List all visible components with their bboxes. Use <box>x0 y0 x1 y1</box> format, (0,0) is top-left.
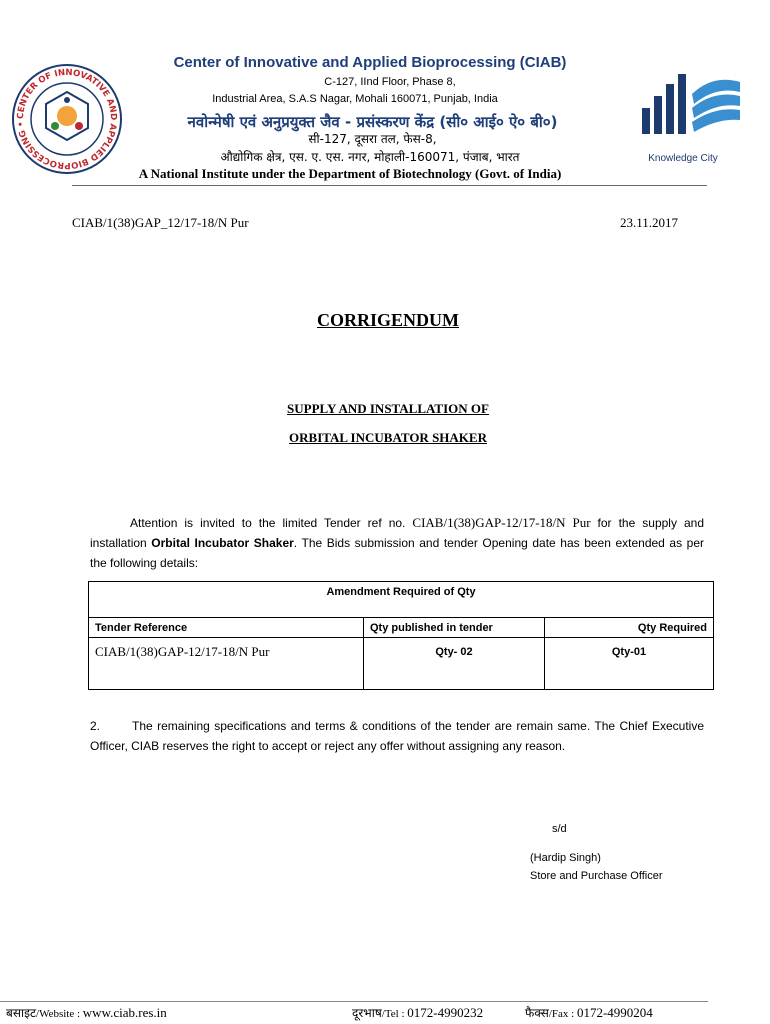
org-name-english: Center of Innovative and Applied Bioprocessing (CIAB) <box>173 54 567 71</box>
knowledge-city-caption: Knowledge City <box>648 153 718 164</box>
subject-line1: SUPPLY AND INSTALLATION OF <box>287 401 489 416</box>
reference-number: CIAB/1(38)GAP_12/17-18/N Pur <box>72 215 249 230</box>
signatory-name: (Hardip Singh) <box>530 852 601 864</box>
header-tender-reference: Tender Reference <box>89 618 364 638</box>
header-divider <box>72 185 707 186</box>
subject-line2: ORBITAL INCUBATOR SHAKER <box>289 430 487 445</box>
paragraph-2: 2. The remaining specifications and terms & conditions of the tender are remain same. The Chief Executive Officer, CIAB reserves the right to accept or reject any offer without assigning any reason. <box>90 719 704 753</box>
corrigendum-heading: CORRIGENDUM <box>317 310 459 330</box>
table-row <box>89 638 714 690</box>
header-qty-required: Qty Required <box>545 618 714 638</box>
address-english-line1: C-127, IInd Floor, Phase 8, <box>324 76 456 88</box>
signature-sd: s/d <box>552 823 567 835</box>
header-qty-published: Qty published in tender <box>364 618 545 638</box>
address-english-line2: Industrial Area, S.A.S Nagar, Mohali 160071, Punjab, India <box>212 93 498 105</box>
address-hindi-line2: औद्योगिक क्षेत्र, एस. ए. एस. नगर, मोहाली-160071, पंजाब, भारत <box>220 150 520 164</box>
row-qty-required: Qty-01 <box>545 638 714 690</box>
footer-website: बसाइट/Website : www.ciab.res.in <box>6 1005 167 1020</box>
row-tender-reference: CIAB/1(38)GAP-12/17-18/N Pur <box>89 638 364 690</box>
footer-telephone: दूरभाष/Tel : 0172-4990232 <box>352 1005 484 1020</box>
table-title: Amendment Required of Qty <box>89 582 714 618</box>
org-name-hindi: नवोन्मेषी एवं अनुप्रयुक्त जैव - प्रसंस्करण केंद्र (सी० आई० ऐ० बी०) <box>187 113 558 131</box>
amendment-table <box>88 581 714 690</box>
row-qty-published: Qty- 02 <box>364 638 545 690</box>
footer-fax: फैक्स/Fax : 0172-4990204 <box>525 1005 653 1020</box>
svg-text:CENTER OF INNOVATIVE AND APPLI: CENTER OF INNOVATIVE AND APPLIED BIOPROCESSING • <box>15 67 119 171</box>
footer-divider <box>0 1001 708 1002</box>
website-link[interactable]: www.ciab.res.in <box>82 1005 167 1020</box>
signatory-designation: Store and Purchase Officer <box>530 870 663 882</box>
institute-line: A National Institute under the Department of Biotechnology (Govt. of India) <box>138 166 562 181</box>
address-hindi-line1: सी-127, दूसरा तल, फेस-8, <box>308 132 437 146</box>
paragraph-1: Attention is invited to the limited Tender ref no. CIAB/1(38)GAP-12/17-18/N Pur for the supply and installation Orbital Incubator Shaker. The Bids submission and tender Opening date has been extended as per the following details: <box>90 515 704 570</box>
letter-date: 23.11.2017 <box>620 215 679 230</box>
